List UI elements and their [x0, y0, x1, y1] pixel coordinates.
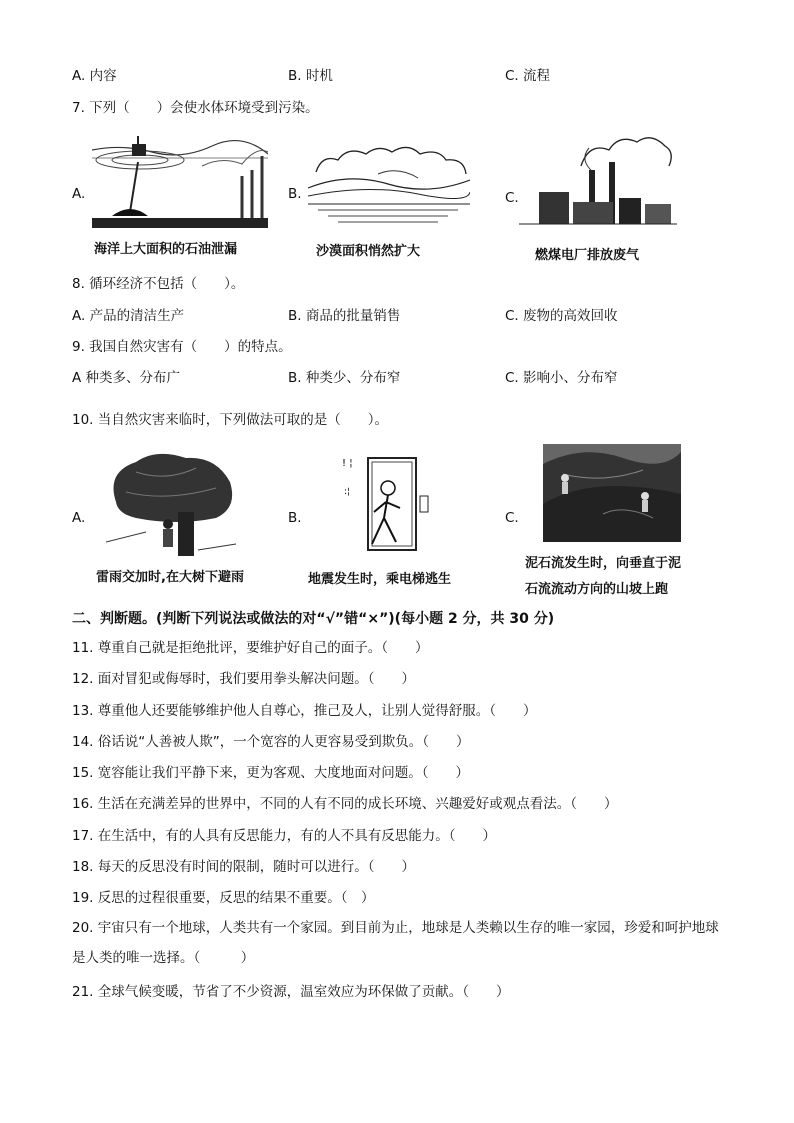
- q10-image-options: [72, 444, 752, 600]
- q10-option-a-caption: 雷雨交加时,在大树下避雨: [96, 570, 244, 585]
- q10-option-c-caption-line1: 泥石流发生时，向垂直于泥: [525, 556, 682, 571]
- svg-text::¦: :¦: [344, 487, 351, 497]
- q10-option-a-letter: A.: [72, 510, 86, 526]
- q7-option-a-letter: A.: [72, 186, 86, 202]
- q9-option-c[interactable]: C. 影响小、分布窄: [505, 370, 618, 386]
- q8-option-c[interactable]: C. 废物的高效回收: [505, 308, 618, 324]
- q10-option-c-caption-line2: 石流流动方向的山坡上跑: [525, 582, 669, 597]
- svg-text:! ¦: ! ¦: [342, 458, 353, 469]
- elevator-escape-illustration: [338, 452, 438, 556]
- judge-item-19: 19. 反思的过程很重要，反思的结果不重要。（ ）: [72, 890, 375, 906]
- q6-option-b[interactable]: B. 时机: [288, 68, 333, 84]
- judge-item-11: 11. 尊重自己就是拒绝批评，要维护好自己的面子。（ ）: [72, 640, 429, 656]
- power-plant-illustration: [519, 132, 677, 236]
- q7-option-c-caption: 燃煤电厂排放废气: [535, 248, 640, 263]
- q8-option-b[interactable]: B. 商品的批量销售: [288, 308, 401, 324]
- q10-option-b-caption: 地震发生时，乘电梯逃生: [308, 572, 452, 587]
- q7-option-b-letter: B.: [288, 186, 302, 202]
- judge-item-16: 16. 生活在充满差异的世界中，不同的人有不同的成长环境、兴趣爱好或观点看法。（ ）: [72, 796, 618, 812]
- q7-stem: 7. 下列（ ）会使水体环境受到污染。: [72, 100, 319, 116]
- q7-option-b-caption: 沙漠面积悄然扩大: [316, 244, 421, 259]
- judge-item-15: 15. 宽容能让我们平静下来，更为客观、大度地面对问题。（ ）: [72, 765, 470, 781]
- q6-options: [72, 66, 752, 88]
- q7-option-a-caption: 海洋上大面积的石油泄漏: [94, 242, 238, 257]
- judge-item-21: 21. 全球气候变暖，节省了不少资源，温室效应为环保做了贡献。（ ）: [72, 984, 510, 1000]
- q8-options: [72, 306, 752, 328]
- judge-item-18: 18. 每天的反思没有时间的限制，随时可以进行。（ ）: [72, 859, 416, 875]
- q9-options: [72, 368, 752, 390]
- oil-spill-illustration: [92, 136, 268, 228]
- q8-option-a[interactable]: A. 产品的清洁生产: [72, 308, 185, 324]
- q9-option-a[interactable]: A 种类多、分布广: [72, 370, 181, 386]
- judge-item-14: 14. 俗话说“人善被人欺”，一个宽容的人更容易受到欺负。（ ）: [72, 734, 470, 750]
- judge-item-20: 20. 宇宙只有一个地球，人类共有一个家园。到目前为止，地球是人类赖以生存的唯一家园，珍爱和呵护地球是人类的唯一选择。（ ）: [72, 920, 719, 966]
- section-two-heading: 二、判断题。(判断下列说法或做法的对“√”错“×”)(每小题 2 分，共 30 分): [72, 611, 555, 627]
- judge-item-17: 17. 在生活中，有的人具有反思能力，有的人不具有反思能力。（ ）: [72, 828, 497, 844]
- q8-stem: 8. 循环经济不包括（ ）。: [72, 276, 245, 292]
- q10-stem: 10. 当自然灾害来临时，下列做法可取的是（ ）。: [72, 412, 389, 428]
- q6-option-c[interactable]: C. 流程: [505, 68, 551, 84]
- desert-illustration: [308, 144, 470, 226]
- q10-option-b-letter: B.: [288, 510, 302, 526]
- tree-in-storm-illustration: [106, 452, 236, 556]
- q7-option-c-letter: C.: [505, 190, 519, 206]
- mudslide-illustration: [543, 444, 681, 542]
- q10-option-c-letter: C.: [505, 510, 519, 526]
- judge-item-13: 13. 尊重他人还要能够维护他人自尊心，推己及人，让别人觉得舒服。（ ）: [72, 703, 537, 719]
- q6-option-a[interactable]: A. 内容: [72, 68, 117, 84]
- q9-stem: 9. 我国自然灾害有（ ）的特点。: [72, 339, 292, 355]
- q9-option-b[interactable]: B. 种类少、分布窄: [288, 370, 401, 386]
- q7-image-options: [72, 132, 752, 267]
- judge-item-12: 12. 面对冒犯或侮辱时，我们要用拳头解决问题。（ ）: [72, 671, 416, 687]
